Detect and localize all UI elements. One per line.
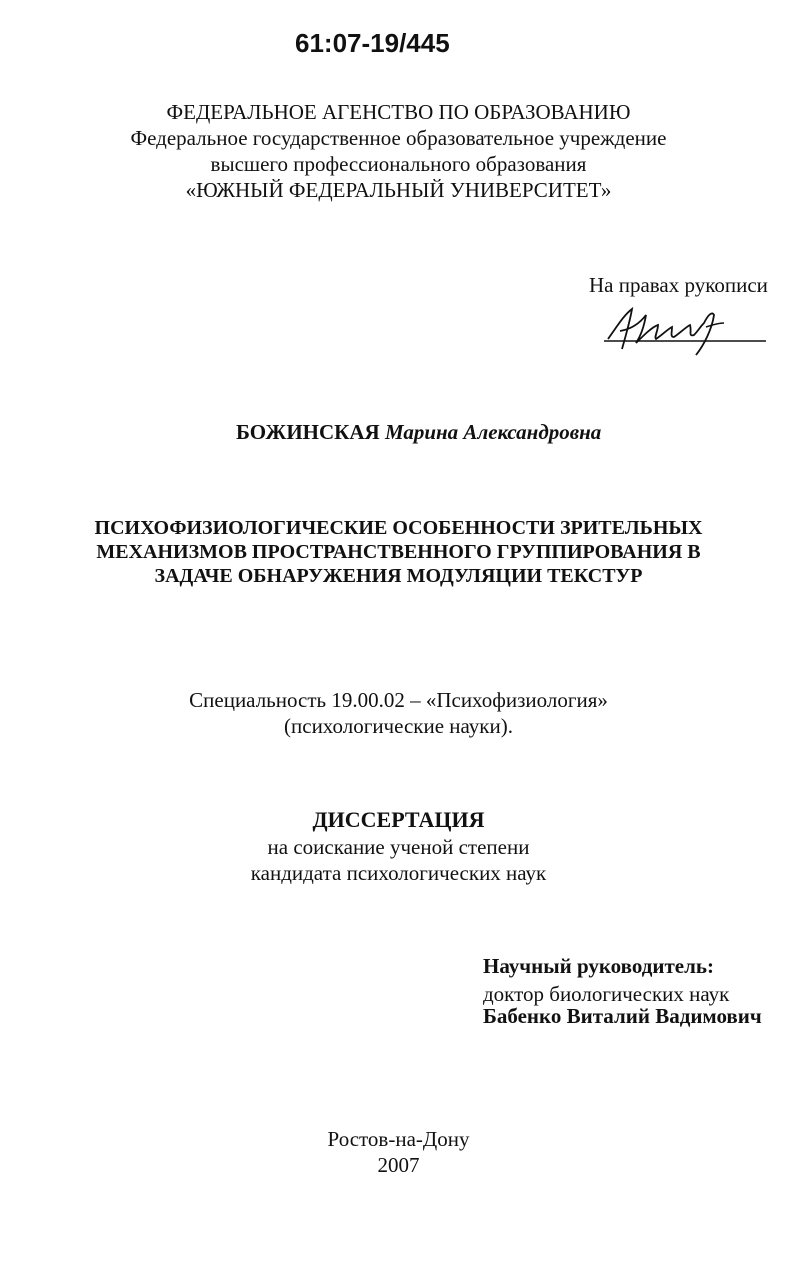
signature-tail [706,323,724,327]
manuscript-rights: На правах рукописи [589,273,768,297]
catalog-code: 61:07-19/445 [295,28,450,58]
institution-line-2: высшего профессионального образования [210,152,587,176]
author-given-name: Марина Александровна [384,420,602,444]
supervisor-degree: доктор биологических наук [483,982,730,1006]
title-line-2: МЕХАНИЗМОВ ПРОСТРАНСТВЕННОГО ГРУППИРОВАНИЯ В [96,541,701,563]
agency-name: ФЕДЕРАЛЬНОЕ АГЕНСТВО ПО ОБРАЗОВАНИЮ [166,100,631,124]
degree-line-2: кандидата психологических наук [250,861,547,885]
science-field: (психологические науки). [284,714,513,738]
title-line-1: ПСИХОФИЗИОЛОГИЧЕСКИЕ ОСОБЕННОСТИ ЗРИТЕЛЬНЫХ [94,517,703,539]
specialty: Специальность 19.00.02 – «Психофизиология» [189,688,608,712]
supervisor-label: Научный руководитель: [483,954,714,978]
supervisor-name: Бабенко Виталий Вадимович [483,1004,762,1028]
author-line [236,418,601,446]
city: Ростов-на-Дону [327,1127,470,1151]
institution-line-1: Федеральное государственное образовательное учреждение [130,126,667,150]
author-surname: БОЖИНСКАЯ [236,420,380,444]
signature-stroke-2 [620,313,714,355]
handwritten-signature [600,305,770,357]
title-line-3: ЗАДАЧЕ ОБНАРУЖЕНИЯ МОДУЛЯЦИИ ТЕКСТУР [154,565,643,587]
university-name: «ЮЖНЫЙ ФЕДЕРАЛЬНЫЙ УНИВЕРСИТЕТ» [185,178,612,202]
degree-line-1: на соискание ученой степени [267,835,530,859]
document-type: ДИССЕРТАЦИЯ [312,807,485,832]
year: 2007 [377,1153,420,1177]
